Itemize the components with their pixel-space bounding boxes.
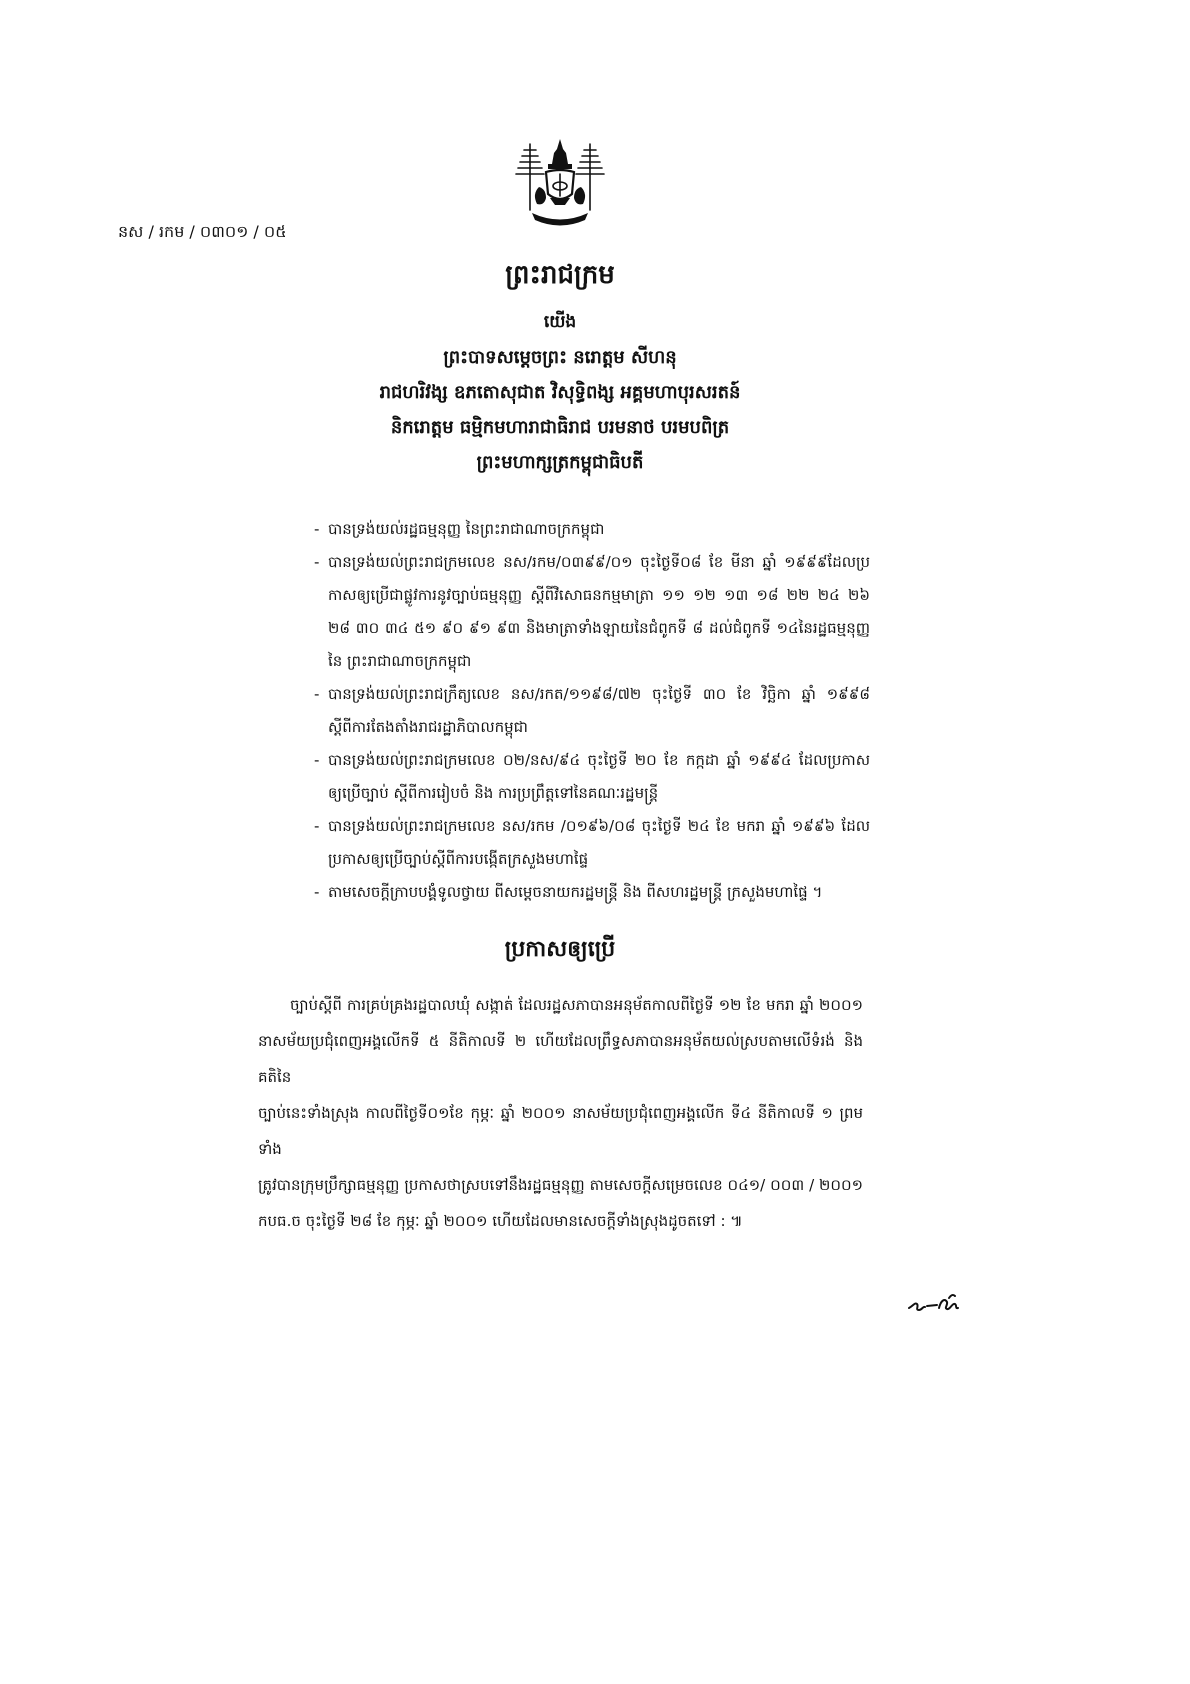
preamble-line: បានទ្រង់យល់ព្រះរាជក្រមលេខ នស/រកម /០១៩៦/០៨ ចុះថ្ងៃទី ២៤ ខែ មករា ឆ្នាំ ១៩៩៦ ដែល [328, 817, 870, 835]
preamble-item [314, 678, 870, 744]
king-title-line: ព្រះបាទសម្តេចព្រះ នរោត្តម សីហនុ [443, 347, 677, 368]
paragraph-line: នាសម័យប្រជុំពេញអង្គលើកទី ៥ នីតិកាលទី ២ ហើយដែលព្រឹទ្ធសភាបានអនុម័តយល់ស្របតាមលើទំរង់ និង គតិនៃ [258, 1032, 863, 1086]
bullet-marker: - [314, 685, 320, 703]
preamble-line: ស្ដីពីការតែងតាំងរាជរដ្ឋាភិបាលកម្ពុជា [328, 718, 528, 736]
preamble-line: បានទ្រង់យល់ព្រះរាជក្រមលេខ នស/រកម/០៣៩៩/០១ ចុះថ្ងៃទី០៨ ខែ មីនា ឆ្នាំ ១៩៩៩ដែលប្រ [328, 553, 870, 571]
preamble-item-text [328, 810, 870, 876]
handwritten-initials-icon [905, 1282, 985, 1322]
preamble-line: តាមសេចក្ដីក្រាបបង្គំទូលថ្វាយ ពីសម្ដេចនាយករដ្ឋមន្ត្រី និង ពីសហរដ្ឋមន្ត្រី ក្រសួងមហាផ្ទៃ ។ [328, 883, 823, 901]
preamble-line: បានទ្រង់យល់ព្រះរាជក្រឹត្យលេខ នស/រកត/១១៩៨/៧២ ចុះថ្ងៃទី ៣០ ខែ វិច្ឆិកា ឆ្នាំ ១៩៩៨ [328, 685, 870, 703]
document-title: ព្រះរាជក្រម [505, 260, 615, 290]
preamble-line: ឲ្យប្រើច្បាប់ ស្ដីពីការរៀបចំ និង ការប្រព្រឹត្តទៅនៃគណៈរដ្ឋមន្ត្រី [328, 784, 659, 802]
bullet-marker: - [314, 817, 320, 835]
preamble-item [314, 744, 870, 810]
paragraph-line: ច្បាប់នេះទាំងស្រុង កាលពីថ្ងៃទី០១ខែ កុម្ភៈ ឆ្នាំ ២០០១ នាសម័យប្រជុំពេញអង្គលើក ទី៤ នីតិកាលទី ១ ព្រមទាំង [258, 1104, 863, 1158]
bullet-marker: - [314, 520, 320, 538]
preamble-line: កាសឲ្យប្រើជាផ្លូវការនូវច្បាប់ធម្មនុញ្ញ ស្ដីពីវិសោធនកម្មមាត្រា ១១ ១២ ១៣ ១៨ ២២ ២៤ ២៦ [328, 586, 870, 604]
preamble-item-text [328, 678, 870, 744]
preamble-item [314, 513, 870, 546]
preamble-item [314, 546, 870, 678]
paragraph-line: កបធ.ច ចុះថ្ងៃទី ២៨ ខែ កុម្ភៈ ឆ្នាំ ២០០១ ហើយដែលមានសេចក្ដីទាំងស្រុងដូចតទៅ : ៕ [258, 1212, 743, 1230]
preamble-item-text [328, 744, 870, 810]
king-title-line: ព្រះមហាក្សត្រកម្ពុជាធិបតី [476, 452, 644, 473]
paragraph-line: ត្រូវបានក្រុមប្រឹក្សាធម្មនុញ្ញ ប្រកាសថាស្របទៅនឹងរដ្ឋធម្មនុញ្ញ តាមសេចក្ដីសម្រេចលេខ ០៤១/ ០០៣ / ២០០១ [258, 1176, 863, 1194]
king-title-line: និករោត្តម ធម្មិកមហារាជាធិរាជ បរមនាថ បរមបពិត្រ [390, 417, 730, 438]
preamble-item-text [328, 513, 870, 546]
bullet-marker: - [314, 553, 320, 571]
preamble-line: ប្រកាសឲ្យប្រើច្បាប់ស្ដីពីការបង្កើតក្រសួងមហាផ្ទៃ [328, 850, 589, 868]
promulgation-heading: ប្រកាសឲ្យប្រើ [504, 937, 616, 962]
subject-pronoun: យើង [543, 312, 577, 332]
paragraph-line: ច្បាប់ស្ដីពី ការគ្រប់គ្រងរដ្ឋបាលឃុំ សង្កាត់ ដែលរដ្ឋសភាបានអនុម័តកាលពីថ្ងៃទី ១២ ខែ មករា ឆ្នាំ ២០០១ [290, 996, 863, 1014]
preamble-list [314, 513, 870, 909]
preamble-line: ២៨ ៣០ ៣៤ ៥១ ៩០ ៩១ ៩៣ និងមាត្រាទាំងឡាយនៃជំពូកទី ៨ ដល់ជំពូកទី ១៤នៃរដ្ឋធម្មនុញ្ញ [328, 619, 870, 637]
preamble-item [314, 876, 870, 909]
bullet-marker: - [314, 883, 320, 901]
preamble-line: បានទ្រង់យល់រដ្ឋធម្មនុញ្ញ នៃព្រះរាជាណាចក្រកម្ពុជា [328, 520, 605, 538]
bullet-marker: - [314, 751, 320, 769]
document-body [0, 255, 1190, 1239]
reference-number: នស / រកម / ០៣០១ / ០៥ [118, 222, 287, 241]
preamble-item-text [328, 876, 870, 909]
preamble-item-text [328, 546, 870, 678]
preamble-line: នៃ ព្រះរាជាណាចក្រកម្ពុជា [328, 652, 472, 670]
king-title-line: រាជហរិវង្ស ឧភតោសុជាត វិសុទ្ធិពង្ស អគ្គមហាបុរសរតន៍ [379, 382, 741, 403]
promulgation-paragraph [258, 987, 863, 1239]
royal-coat-of-arms-icon [510, 138, 610, 230]
preamble-item [314, 810, 870, 876]
preamble-line: បានទ្រង់យល់ព្រះរាជក្រមលេខ ០២/នស/៩៤ ចុះថ្ងៃទី ២០ ខែ កក្កដា ឆ្នាំ ១៩៩៤ ដែលប្រកាស [328, 751, 870, 769]
title-block [0, 255, 1120, 480]
